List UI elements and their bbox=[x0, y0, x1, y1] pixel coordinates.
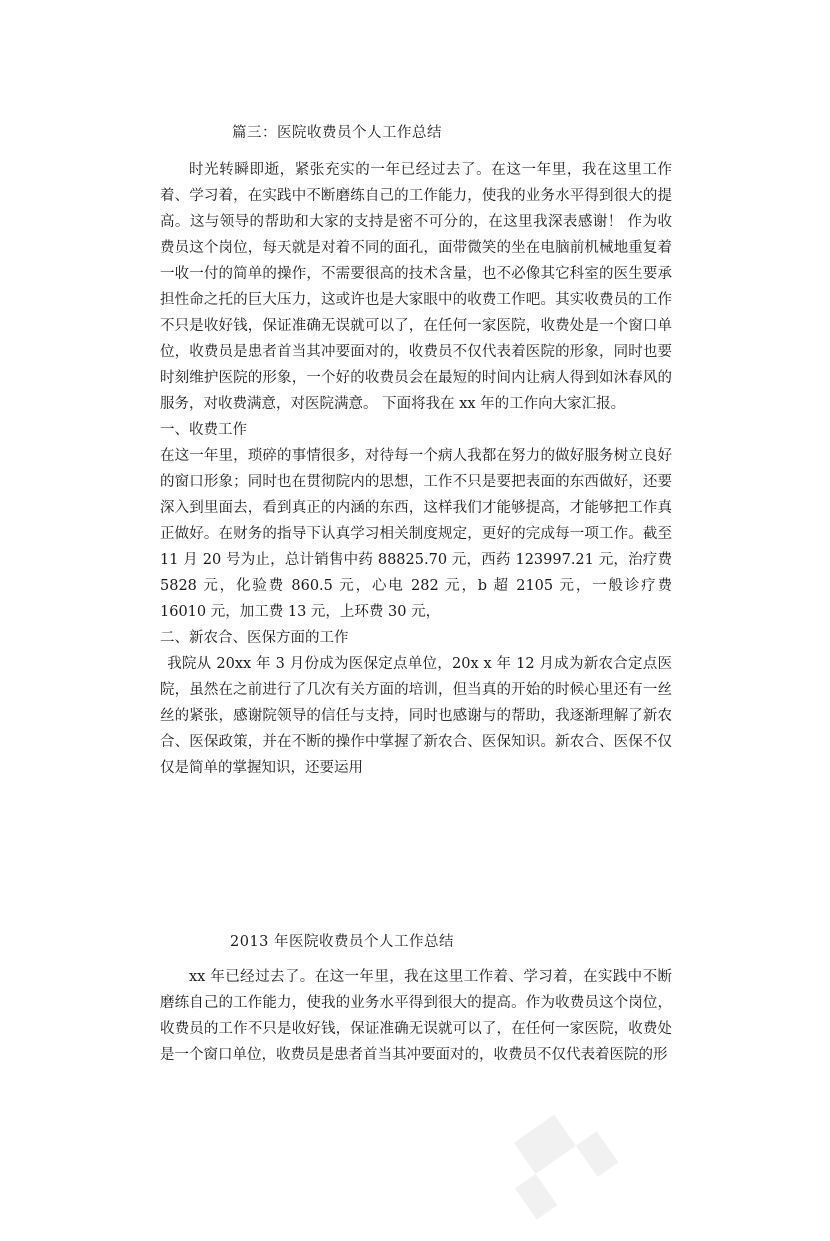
article-body-1 bbox=[160, 157, 672, 781]
article-title-2: 2013 年医院收费员个人工作总结 bbox=[230, 934, 455, 950]
paragraph-summary: xx 年已经过去了。在这一年里，我在这里工作着、学习着，在实践中不断磨练自己的工作能力，使我的业务水平得到很大的提高。作为收费员这个岗位，收费员的工作不只是收好钱，保证准确无误就可以了，在任何一家医院，收费处是一个窗口单位，收费员是患者首当其冲要面对的，收费员不仅代表着医院的形 bbox=[160, 969, 672, 1063]
article-title-1: 篇三：医院收费员个人工作总结 bbox=[232, 125, 442, 141]
paragraph-insurance: 我院从 20xx 年 3 月份成为医保定点单位，20x x 年 12 月成为新农合定点医院，虽然在之前进行了几次有关方面的培训，但当真的开始的时候心里还有一丝丝的紧张，感谢院领导的信任与支持，同时也感谢与的帮助，我逐渐理解了新农合、医保政策，并在不断的操作中掌握了新农合、医保知识。新农合、医保不仅仅是简单的掌握知识，还要运用 bbox=[160, 656, 672, 776]
paragraph-intro: 时光转瞬即逝，紧张充实的一年已经过去了。在这一年里，我在这里工作着、学习着，在实践中不断磨练自己的工作能力，使我的业务水平得到很大的提高。这与领导的帮助和大家的支持是密不可分的，在这里我深表感谢！ 作为收费员这个岗位，每天就是对着不同的面孔，面带微笑的坐在电脑前机械地重复着一收一付的简单的操作，不需要很高的技术含量，也不必像其它科室的医生要承担性命之托的巨大压力，这或许也是大家眼中的收费工作吧。其实收费员的工作不只是收好钱，保证准确无误就可以了，在任何一家医院，收费处是一个窗口单位，收费员是患者首当其冲要面对的，收费员不仅代表着医院的形象，同时也要时刻维护医院的形象，一个好的收费员会在最短的时间内让病人得到如沐春风的服务，对收费满意，对医院满意。 下面将我在 xx 年的工作向大家汇报。 bbox=[160, 162, 672, 412]
section-heading-insurance: 二、新农合、医保方面的工作 bbox=[160, 630, 349, 646]
watermark-mark: ▞▚ bbox=[494, 1102, 618, 1220]
paragraph-fees: 在这一年里，琐碎的事情很多，对待每一个病人我都在努力的做好服务树立良好的窗口形象；同时也在贯彻院内的思想，工作不只是要把表面的东西做好，还要深入到里面去，看到真正的内涵的东西，这样我们才能够提高，才能够把工作真正做好。在财务的指导下认真学习相关制度规定，更好的完成每一项工作。截至 11 月 20 号为止，总计销售中药 88825.70 元，西药 123997.21 元，治疗费 5828 元，化验费 860.5 元，心电 282 元，b 超 2105 元，一般诊疗费 16010 元，加工费 13 元，上环费 30 元， bbox=[160, 448, 672, 620]
section-heading-fees: 一、收费工作 bbox=[160, 422, 247, 438]
article-body-2 bbox=[160, 964, 672, 1068]
